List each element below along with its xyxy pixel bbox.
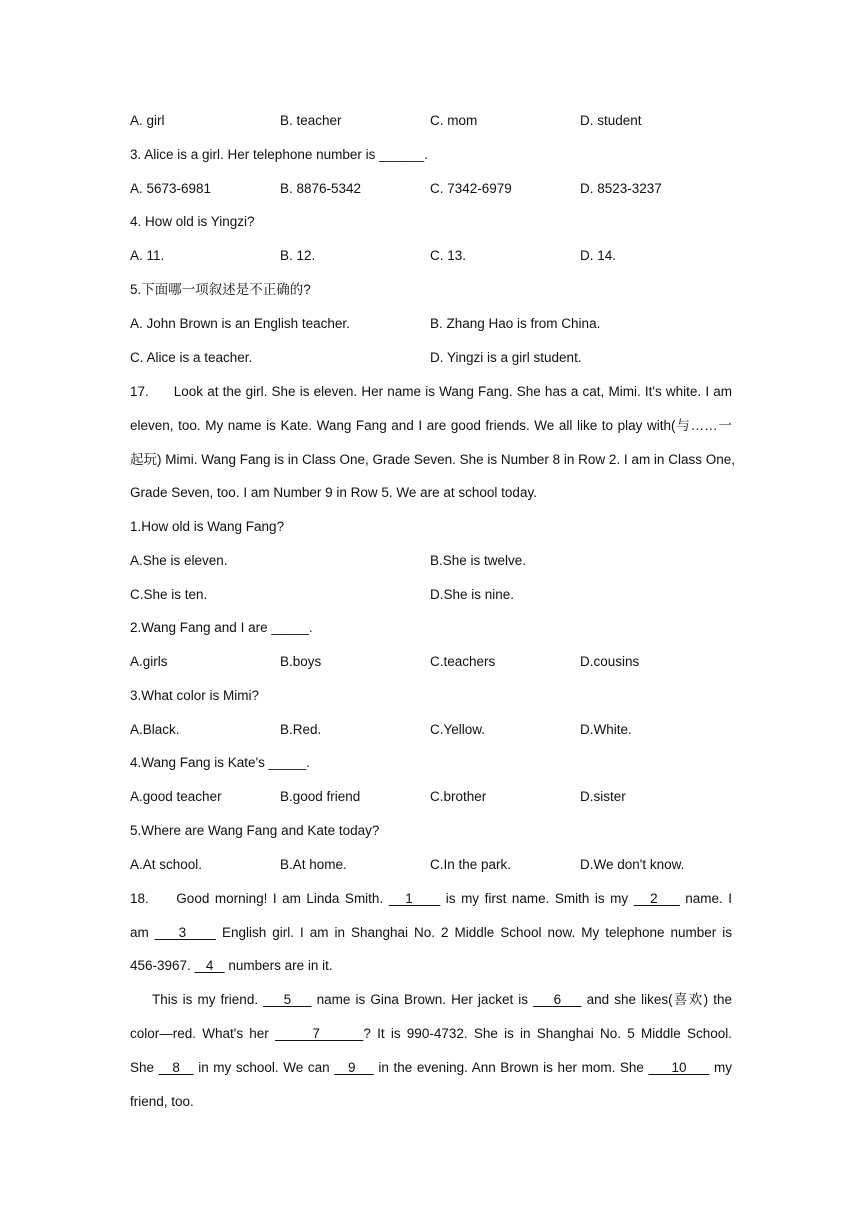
text: in the evening. Ann Brown is her mom. She (373, 1060, 649, 1075)
option-c: C.She is ten. (130, 587, 208, 602)
option-b: B. teacher (280, 113, 342, 128)
q18-line (130, 1024, 732, 1044)
option-b: B.boys (280, 654, 322, 669)
q16-q3-question: 3. Alice is a girl. Her telephone number is ______. (130, 147, 428, 162)
q16-q2-options (130, 111, 732, 131)
option-b: B.good friend (280, 789, 361, 804)
option-d: D.cousins (580, 654, 640, 669)
option-a: A. 5673-6981 (130, 181, 212, 196)
blank-7: 7 (275, 1026, 364, 1041)
option-d: D. Yingzi is a girl student. (430, 350, 582, 365)
option-a: A.At school. (130, 857, 203, 872)
option-a: A. John Brown is an English teacher. (130, 316, 350, 331)
q17-passage-line: 17. Look at the girl. She is eleven. Her name is Wang Fang. She has a cat, Mimi. It's white. I am (130, 384, 732, 399)
text: numbers are in it. (224, 958, 333, 973)
q17-q4-question: 4.Wang Fang is Kate's _____. (130, 755, 310, 770)
blank-9: 9 (334, 1060, 374, 1075)
q17-passage-line: Grade Seven, too. I am Number 9 in Row 5. We are at school today. (130, 485, 537, 500)
text: and she likes(喜欢) the (581, 992, 733, 1007)
q17-q3-question: 3.What color is Mimi? (130, 688, 260, 703)
q18-line (130, 956, 732, 976)
option-c: C. 7342-6979 (430, 181, 512, 196)
option-a: A.She is eleven. (130, 553, 228, 568)
option-b: B. 8876-5342 (280, 181, 362, 196)
blank-2: 2 (633, 891, 680, 906)
q18-line (130, 923, 732, 943)
q18-line (130, 889, 732, 909)
text: English girl. I am in Shanghai No. 2 Middle School now. My telephone number is (216, 925, 732, 940)
blank-4: 4 (194, 958, 225, 973)
q17-q2-options (130, 652, 732, 672)
option-d: D.sister (580, 789, 626, 804)
q17-q1-options-row1 (130, 551, 732, 571)
blank-3: 3 (154, 925, 217, 940)
option-b: B.She is twelve. (430, 553, 527, 568)
q17-q3-options (130, 720, 732, 740)
q16-q5-options-row2 (130, 348, 732, 368)
text: She (130, 1060, 159, 1075)
q17-passage-line: 起玩) Mimi. Wang Fang is in Class One, Grade Seven. She is Number 8 in Row 2. I am in Class One, (130, 452, 735, 467)
option-c: C.brother (430, 789, 487, 804)
q16-q5-question: 5.下面哪一项叙述是不正确的? (130, 282, 311, 297)
option-c: C.Yellow. (430, 722, 486, 737)
option-d: D.She is nine. (430, 587, 515, 602)
blank-6: 6 (533, 992, 582, 1007)
q17-q5-options (130, 855, 732, 875)
q18-line: friend, too. (130, 1094, 194, 1109)
q17-q1-question: 1.How old is Wang Fang? (130, 519, 285, 534)
text: name. I (679, 891, 733, 906)
blank-8: 8 (158, 1060, 194, 1075)
text: color—red. What's her (130, 1026, 276, 1041)
text: This is my friend. (152, 992, 264, 1007)
q16-q4-question: 4. How old is Yingzi? (130, 214, 255, 229)
text: my (709, 1060, 732, 1075)
option-d: D. 8523-3237 (580, 181, 662, 196)
option-a: A. girl (130, 113, 165, 128)
q17-q2-question: 2.Wang Fang and I are _____. (130, 620, 313, 635)
option-b: B. 12. (280, 248, 316, 263)
option-c: C. Alice is a teacher. (130, 350, 253, 365)
option-b: B.Red. (280, 722, 322, 737)
q17-q4-options (130, 787, 732, 807)
q16-q3-options (130, 179, 732, 199)
option-d: D. 14. (580, 248, 617, 263)
option-d: D.White. (580, 722, 632, 737)
text: in my school. We can (193, 1060, 335, 1075)
option-a: A.good teacher (130, 789, 222, 804)
blank-10: 10 (648, 1060, 710, 1075)
option-c: C. 13. (430, 248, 467, 263)
blank-1: 1 (388, 891, 441, 906)
option-d: D.We don't know. (580, 857, 685, 872)
blank-5: 5 (263, 992, 312, 1007)
text: name is Gina Brown. Her jacket is (311, 992, 534, 1007)
q17-passage-line: eleven, too. My name is Kate. Wang Fang and I are good friends. We all like to play with(与……一 (130, 418, 732, 433)
option-c: C.teachers (430, 654, 496, 669)
option-a: A. 11. (130, 248, 165, 263)
text: ? It is 990-4732. She is in Shanghai No. 5 Middle School. (363, 1026, 732, 1041)
q18-line (130, 990, 732, 1010)
q18-line (130, 1058, 732, 1078)
option-c: C. mom (430, 113, 478, 128)
q16-q4-options (130, 246, 732, 266)
option-a: A.Black. (130, 722, 180, 737)
option-d: D. student (580, 113, 642, 128)
text: 18. Good morning! I am Linda Smith. (130, 891, 389, 906)
q16-q5-options-row1 (130, 314, 732, 334)
text: 456-3967. (130, 958, 195, 973)
q17-q1-options-row2 (130, 585, 732, 605)
text: is my first name. Smith is my (440, 891, 634, 906)
text: am (130, 925, 155, 940)
q17-q5-question: 5.Where are Wang Fang and Kate today? (130, 823, 380, 838)
option-b: B.At home. (280, 857, 347, 872)
option-a: A.girls (130, 654, 168, 669)
option-c: C.In the park. (430, 857, 512, 872)
option-b: B. Zhang Hao is from China. (430, 316, 601, 331)
